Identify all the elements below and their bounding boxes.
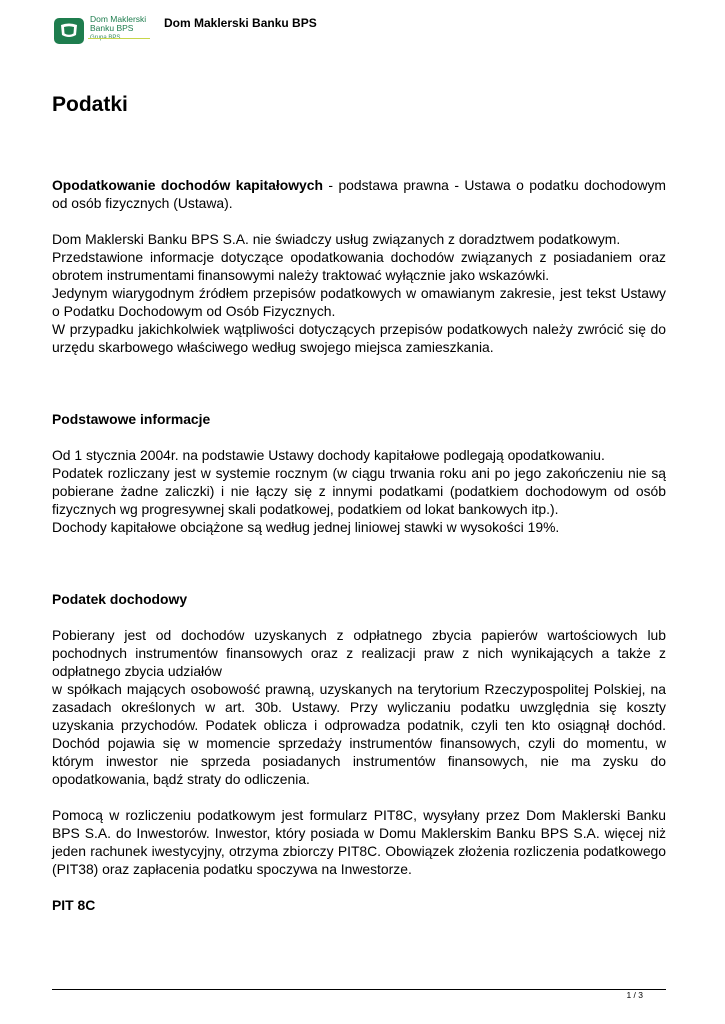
intro-paragraph-2: Przedstawione informacje dotyczące opodatkowania dochodów związanych z posiadaniem oraz obrotem instrumentami finansowymi należy traktować wyłącznie jako wskazówki. bbox=[52, 249, 666, 283]
intro-lead-rest: - podstawa prawna - Ustawa o podatku dochodowym od osób fizycznych (Ustawa). bbox=[52, 177, 666, 211]
basics-paragraph-2: Podatek rozliczany jest w systemie rocznym (w ciągu trwania roku ani po jego zakończeniu nie są pobierane żadne zaliczki) i nie łączy się z innymi podatkami (podatkiem dochodowym od osób fizycznych wg progresywnej skali podatkowej, podatkiem od lokat bankowych itp.). bbox=[52, 465, 666, 517]
brand-logo bbox=[52, 14, 156, 48]
intro-paragraph-4: W przypadku jakichkolwiek wątpliwości dotyczących przepisów podatkowych należy zwrócić się do urzędu skarbowego właściwego według swojego miejsca zamieszkania. bbox=[52, 321, 666, 355]
income-tax-paragraph-1: Pobierany jest od dochodów uzyskanych z odpłatnego zbycia papierów wartościowych lub pochodnych instrumentów finansowych oraz z realizacji praw z nich wynikających a także z odpłatnego zbycia udziałów bbox=[52, 627, 666, 679]
header-title: Dom Maklerski Banku BPS bbox=[164, 16, 317, 30]
section-heading-income-tax: Podatek dochodowy bbox=[52, 591, 188, 607]
logo-mark-icon bbox=[54, 18, 84, 44]
logo-accent-line bbox=[88, 38, 150, 39]
page-title: Podatki bbox=[52, 93, 128, 116]
income-tax-paragraph-2: w spółkach mających osobowość prawną, uzyskanych na terytorium Rzeczypospolitej Polskiej, na zasadach określonych w art. 30b. Ustawy. Przy wyliczaniu podatku uwzględnia się koszty uzyskania przychodów. Podatek oblicza i odprowadza podatnik, czyli ten kto osiągnął dochód. Dochód pojawia się w momencie sprzedaży instrumentów finansowych, czyli do momentu, w którym inwestor nie sprzeda posiadanych instrumentów finansowych, nie ma zysku do opodatkowania, bądź straty do odliczenia. bbox=[52, 681, 666, 787]
income-tax-paragraph-3: Pomocą w rozliczeniu podatkowym jest formularz PIT8C, wysyłany przez Dom Maklerski Banku BPS S.A. do Inwestorów. Inwestor, który posiada w Domu Maklerskim Banku BPS S.A. więcej niż jeden rachunek iwestycyjny, otrzyma zbiorczy PIT8C. Obowiązek złożenia rozliczenia podatkowego (PIT38) oraz zapłacenia podatku spoczywa na Inwestorze. bbox=[52, 807, 666, 877]
basics-paragraph-1: Od 1 stycznia 2004r. na podstawie Ustawy dochody kapitałowe podlegają opodatkowaniu. bbox=[52, 447, 605, 463]
intro-lead-bold: Opodatkowanie dochodów kapitałowych bbox=[52, 177, 323, 193]
page-header bbox=[52, 14, 674, 50]
section-heading-pit8c: PIT 8C bbox=[52, 897, 96, 913]
intro-lead bbox=[52, 176, 666, 212]
section-heading-basics: Podstawowe informacje bbox=[52, 411, 211, 427]
logo-line-1: Dom Maklerski bbox=[90, 14, 147, 24]
intro-paragraph-1: Dom Maklerski Banku BPS S.A. nie świadczy usług związanych z doradztwem podatkowym. bbox=[52, 231, 621, 247]
footer-divider bbox=[52, 989, 666, 990]
logo-line-2: Banku BPS bbox=[90, 23, 134, 33]
intro-paragraph-3: Jedynym wiarygodnym źródłem przepisów podatkowych w omawianym zakresie, jest tekst Ustawy o Podatku Dochodowym od Osób Fizycznych. bbox=[52, 285, 666, 319]
page-number: 1 / 3 bbox=[626, 990, 643, 1000]
document-body bbox=[52, 176, 666, 914]
basics-paragraph-3: Dochody kapitałowe obciążone są według jednej liniowej stawki w wysokości 19%. bbox=[52, 519, 560, 535]
